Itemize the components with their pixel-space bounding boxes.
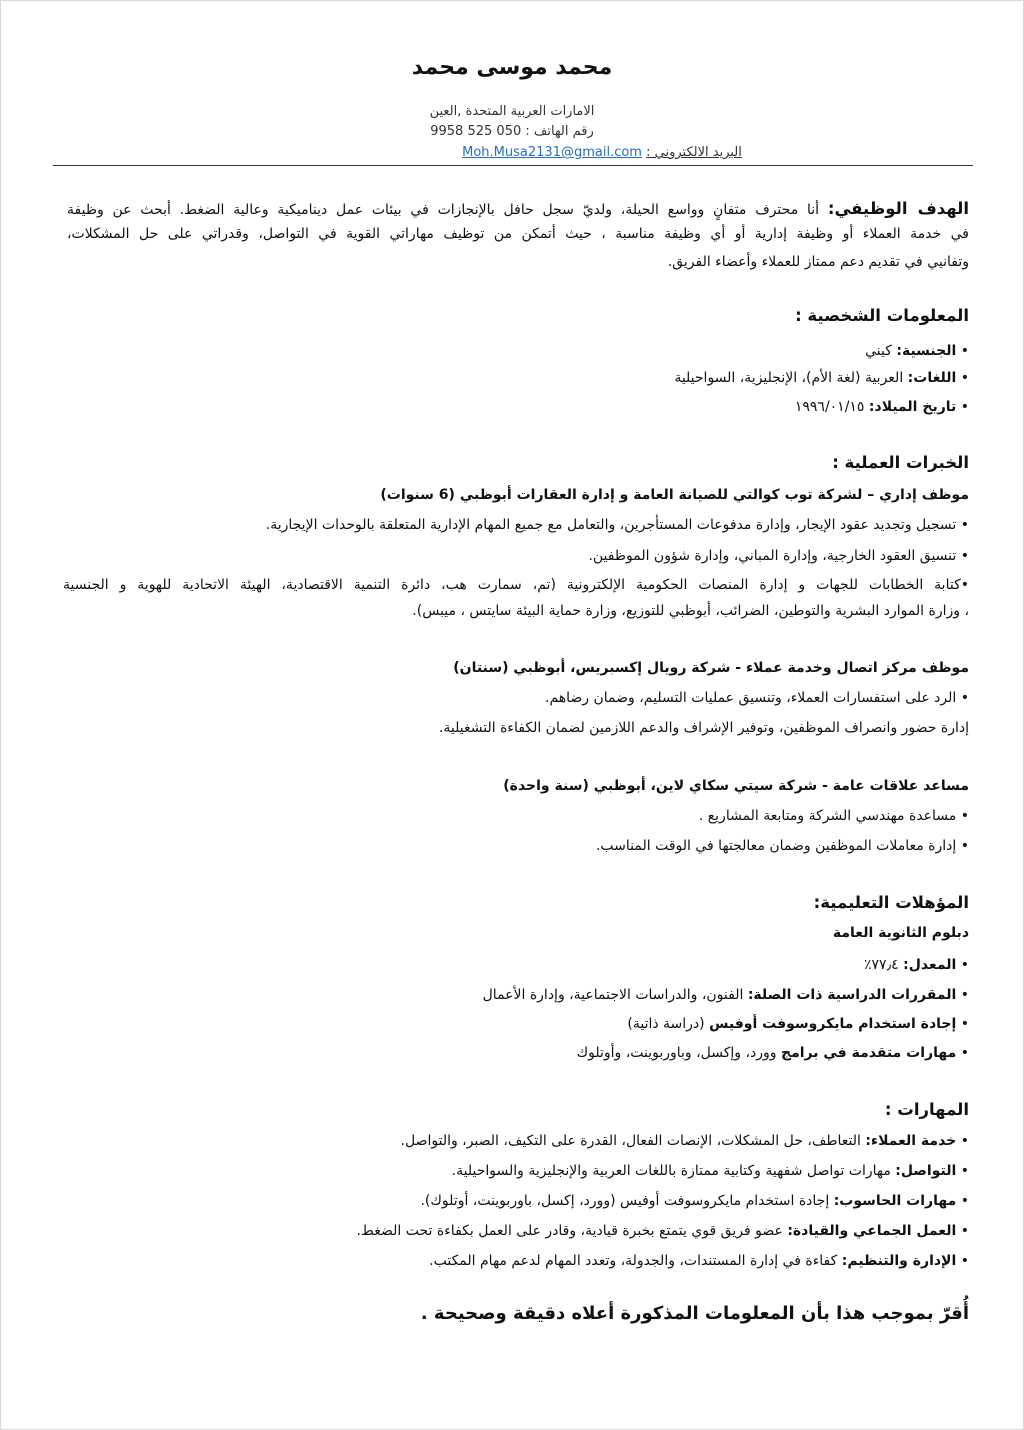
job-duty: •كتابة الخطابات للجهات و إدارة المنصات الحكومية الإلكترونية (تم، سمارت هب، دائرة التنمية الاقتصادية، الهيئة الاتحادية للهوية و الجنسية — [63, 577, 969, 593]
job-title: مساعد علاقات عامة - شركة سيتي سكاي لاين، أبوظبي (سنة واحدة) — [503, 778, 969, 794]
education-item: • إجادة استخدام مايكروسوفت أوفيس (دراسة ذاتية) — [627, 1016, 969, 1032]
item-value: عضو فريق قوي يتمتع بخبرة قيادية، وقادر على العمل بكفاءة تحت الضغط. — [356, 1223, 788, 1239]
item-label: العمل الجماعي والقيادة: — [787, 1223, 957, 1239]
job-duty: • الرد على استفسارات العملاء، وتنسيق عمليات التسليم، وضمان رضاهم. — [545, 690, 969, 706]
item-value: مهارات تواصل شفهية وكتابية ممتازة باللغات العربية والإنجليزية والسواحيلية. — [451, 1163, 896, 1179]
email-label: البريد الالكتروني : — [646, 145, 742, 160]
job-duty: • إدارة معاملات الموظفين وضمان معالجتها في الوقت المناسب. — [595, 838, 969, 854]
job-duty: ، وزارة الموارد البشرية والتوطين، الضرائب، أبوظبي للتوزيع، وزارة حماية البيئة سايتس ، ميبس). — [412, 603, 969, 619]
email-link[interactable]: Moh.Musa2131@gmail.com — [462, 145, 642, 160]
education-heading: المؤهلات التعليمية: — [813, 893, 969, 912]
phone-number: 050 525 9958 — [430, 124, 522, 139]
item-label: خدمة العملاء: — [865, 1133, 957, 1149]
phone-line — [1, 122, 1023, 142]
job-duty: • تسجيل وتجديد عقود الإيجار، وإدارة مدفوعات المستأجرين، والتعامل مع جميع المهام الإدارية المتعلقة بالوحدات الإيجارية. — [265, 517, 969, 533]
item-value: (دراسة ذاتية) — [627, 1016, 710, 1032]
item-value: التعاطف، حل المشكلات، الإنصات الفعال، القدرة على التكيف، الصبر، والتواصل. — [400, 1133, 866, 1149]
education-item: • المعدل: ٧٧٫٤٪ — [864, 957, 969, 973]
item-value: كفاءة في إدارة المستندات، والجدولة، وتعدد المهام لدعم مهام المكتب. — [429, 1253, 842, 1269]
objective-label: الهدف الوظيفي: — [827, 199, 970, 218]
personal-heading: المعلومات الشخصية : — [795, 306, 969, 325]
item-value: الفنون، والدراسات الاجتماعية، وإدارة الأعمال — [482, 987, 748, 1003]
personal-item: • اللغات: العربية (لغة الأم)، الإنجليزية، السواحيلية — [674, 370, 969, 386]
header-divider — [53, 165, 973, 166]
skill-item: • التواصل: مهارات تواصل شفهية وكتابية ممتازة باللغات العربية والإنجليزية والسواحيلية. — [451, 1163, 969, 1179]
item-label: مهارات الحاسوب: — [833, 1193, 957, 1209]
job-duty: • مساعدة مهندسي الشركة ومتابعة المشاريع . — [698, 808, 969, 824]
skill-item: • خدمة العملاء: التعاطف، حل المشكلات، الإنصات الفعال، القدرة على التكيف، الصبر، والتواصل. — [400, 1133, 969, 1149]
objective-line-1 — [67, 199, 969, 220]
item-label: تاريخ الميلاد: — [868, 399, 957, 415]
address: الامارات العربية المتحدة ,العين — [429, 104, 595, 119]
phone-label: رقم الهاتف : — [525, 124, 594, 139]
education-item: • المقررات الدراسية ذات الصلة: الفنون، والدراسات الاجتماعية، وإدارة الأعمال — [482, 987, 969, 1003]
item-value: ١٩٩٦/٠١/١٥ — [794, 399, 869, 415]
job-title: موظف إداري – لشركة توب كوالتي للصيانة العامة و إدارة العقارات أبوظبي (6 سنوات) — [380, 487, 969, 503]
skill-item: • مهارات الحاسوب: إجادة استخدام مايكروسوفت أوفيس (وورد، إكسل، باوربوينت، أوتلوك). — [420, 1193, 969, 1209]
education-item: • مهارات متقدمة في برامج وورد، وإكسل، وباوربوينت، وأوتلوك — [576, 1045, 969, 1061]
item-label: المعدل: — [903, 957, 957, 973]
objective-text: أنا محترف متفانٍ وواسع الحيلة، ولديّ سجل حافل بالإنجازات في بيئات عمل ديناميكية وعالية الضغط. أبحث عن وظيفة — [67, 202, 820, 218]
item-label: الإدارة والتنظيم: — [841, 1253, 957, 1269]
objective-line-3: وتفانيي في تقديم دعم ممتاز للعملاء وأعضاء الفريق. — [667, 254, 969, 270]
item-value: كيني — [865, 343, 897, 359]
item-value: وورد، وإكسل، وباوربوينت، وأوتلوك — [576, 1045, 781, 1061]
item-label: مهارات متقدمة في برامج — [781, 1045, 957, 1061]
item-value: إجادة استخدام مايكروسوفت أوفيس (وورد، إكسل، باوربوينت، أوتلوك). — [420, 1193, 834, 1209]
job-duty: • تنسيق العقود الخارجية، وإدارة المباني، وإدارة شؤون الموظفين. — [588, 548, 969, 564]
candidate-name: محمد موسى محمد — [411, 55, 613, 80]
objective-line-2: في خدمة العملاء أو وظيفة إدارية أو أي وظيفة مناسبة ، حيث أتمكن من توظيف مهاراتي القوية في التواصل، وقدراتي على حل المشكلات، — [67, 226, 969, 242]
skills-heading: المهارات : — [884, 1100, 969, 1119]
experience-heading: الخبرات العملية : — [832, 453, 969, 472]
personal-item: • تاريخ الميلاد: ١٩٩٦/٠١/١٥ — [794, 399, 969, 415]
item-label: إجادة استخدام مايكروسوفت أوفيس — [709, 1016, 957, 1032]
item-label: الجنسية: — [896, 343, 957, 359]
skill-item: • العمل الجماعي والقيادة: عضو فريق قوي يتمتع بخبرة قيادية، وقادر على العمل بكفاءة تحت الضغط. — [356, 1223, 969, 1239]
skill-item: • الإدارة والتنظيم: كفاءة في إدارة المستندات، والجدولة، وتعدد المهام لدعم مهام المكتب. — [429, 1253, 969, 1269]
item-label: التواصل: — [895, 1163, 957, 1179]
degree: دبلوم الثانوية العامة — [832, 925, 969, 941]
email-line — [181, 143, 1023, 163]
personal-item: • الجنسية: كيني — [865, 343, 969, 359]
job-duty: إدارة حضور وانصراف الموظفين، وتوفير الإشراف والدعم اللازمين لضمان الكفاءة التشغيلية. — [438, 720, 969, 736]
item-label: المقررات الدراسية ذات الصلة: — [747, 987, 957, 1003]
item-value: العربية (لغة الأم)، الإنجليزية، السواحيلية — [674, 370, 908, 386]
declaration: أُقرّ بموجب هذا بأن المعلومات المذكورة أعلاه دقيقة وصحيحة . — [420, 1303, 969, 1324]
item-value: ٧٧٫٤٪ — [864, 957, 904, 973]
job-title: موظف مركز اتصال وخدمة عملاء - شركة رويال إكسبريس، أبوظبي (سنتان) — [453, 660, 969, 676]
item-label: اللغات: — [907, 370, 957, 386]
